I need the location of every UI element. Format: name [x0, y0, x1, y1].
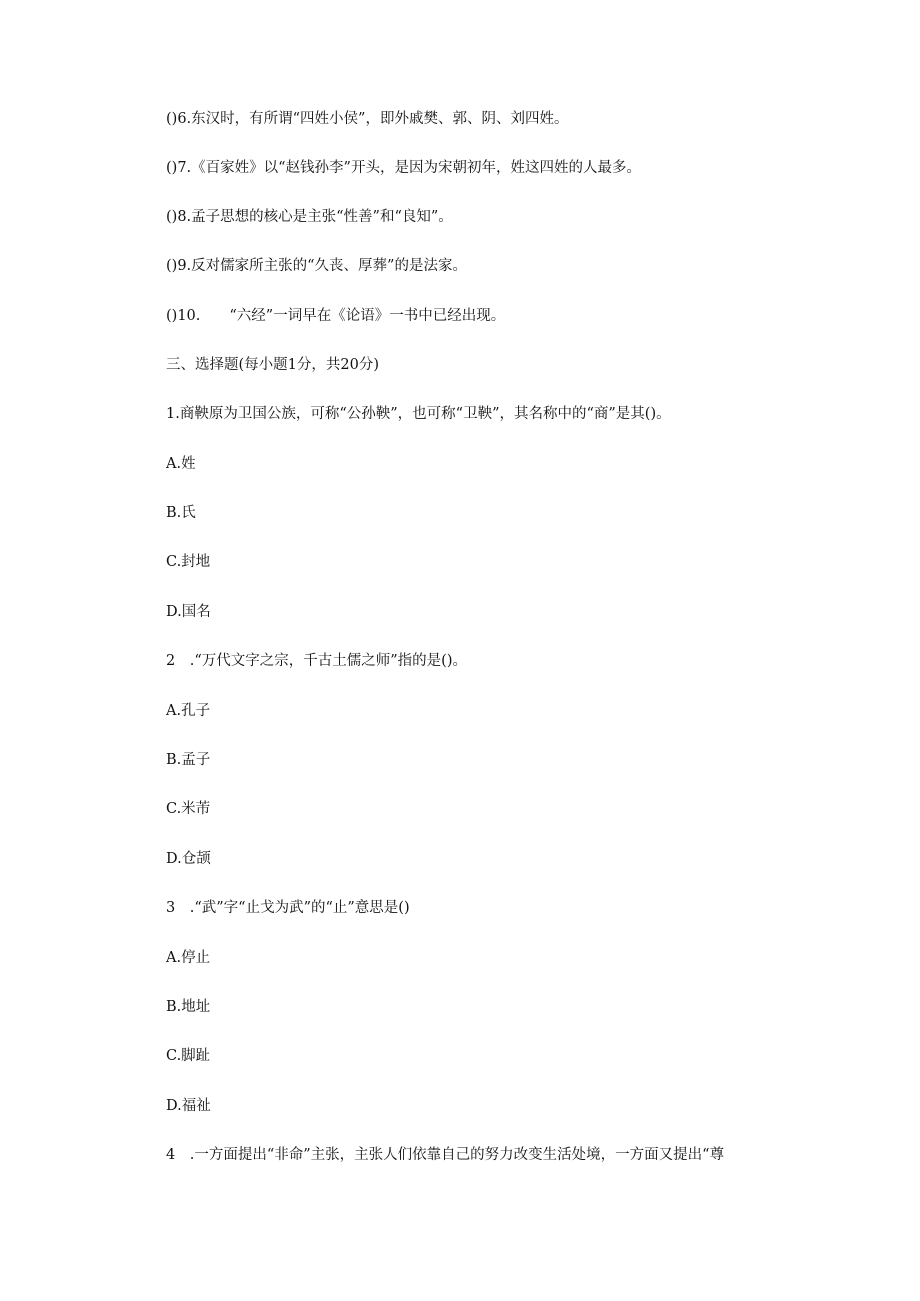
section-heading-choice: 三、选择题(每小题1分，共20分): [166, 357, 379, 373]
tf-question-8: ()8.孟子思想的核心是主张“性善”和“良知”。: [166, 209, 453, 225]
tf-question-9: ()9.反对儒家所主张的“久丧、厚葬”的是法家。: [166, 258, 467, 274]
tf-question-6: ()6.东汉时，有所谓“四姓小侯”，即外戚樊、郭、阴、刘四姓。: [166, 111, 569, 127]
mc-q1-option-c: C.封地: [166, 554, 211, 570]
mc-q1-option-d: D.国名: [166, 604, 211, 620]
mc-q3-option-a: A.停止: [166, 950, 211, 966]
mc-q1-option-a: A.姓: [166, 456, 196, 472]
mc-question-2: 2 .“万代文字之宗，千古土儒之师”指的是()。: [166, 653, 467, 669]
mc-question-4: 4 .一方面提出“非命”主张，主张人们依靠自己的努力改变生活处境，一方面又提出“尊: [166, 1147, 725, 1163]
mc-question-3: 3 .“武”字“止戈为武”的“止”意思是(): [166, 900, 410, 916]
mc-question-1: 1.商鞅原为卫国公族，可称“公孙鞅”，也可称“卫鞅”，其名称中的“商”是其()。: [166, 406, 671, 422]
mc-q3-option-b: B.地址: [166, 999, 211, 1015]
mc-q2-option-c: C.米芾: [166, 801, 211, 817]
mc-q2-option-d: D.仓颉: [166, 851, 211, 867]
mc-q1-option-b: B.氏: [166, 505, 196, 521]
mc-q3-option-d: D.福祉: [166, 1098, 211, 1114]
mc-q2-option-b: B.孟子: [166, 752, 211, 768]
tf-question-7: ()7.《百家姓》以“赵钱孙李”开头，是因为宋朝初年，姓这四姓的人最多。: [166, 160, 641, 176]
mc-q3-option-c: C.脚趾: [166, 1048, 211, 1064]
tf-question-10: ()10. “六经”一词早在《论语》一书中已经出现。: [166, 308, 506, 324]
mc-q2-option-a: A.孔子: [166, 703, 211, 719]
